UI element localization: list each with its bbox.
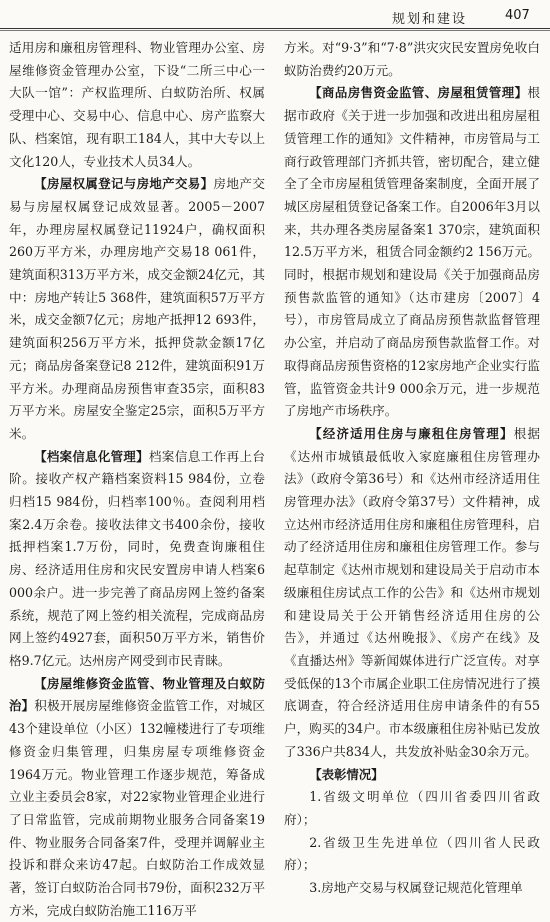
page-number: 407 [505, 8, 530, 23]
paragraph-continued: 适用房和廉租房管理科、物业管理办公室、房屋维修资金管理办公室，下设“二所三中心一大队一馆”：产权监理所、白蚁防治所、权属受理中心、交易中心、信息中心、房产监察大队、档案馆，现有职工184人，其中大专以上文化120人，专业技术人员34人。 [9, 40, 265, 169]
section-maintenance-fund [9, 673, 265, 922]
section-heading: 【商品房售资金监管、房屋租赁管理】 [309, 85, 528, 101]
section-presale-fund-rental [284, 82, 540, 423]
section-property-registration [9, 173, 265, 445]
section-body: 档案信息工作再上台阶。接收产权产籍档案资料15 984份，立卷归档15 984份，归档率100％。查阅利用档案2.4万余卷。接收法律文书400余份，接收抵押档案1.7万份，同时，免费查询廉租住房、经济适用住房和灾民安置房申请人档案6 000余户。进一步完善了商品房网上签约备案系统，规范了网上签约相关流程，完成商品房网上签约4927套，面积50万平方米，销售价格9.7亿元。达州房产网受到市民青睐。 [9, 448, 266, 668]
section-heading: 【表彰情况】 [309, 766, 384, 782]
section-awards [284, 764, 540, 787]
section-heading: 【档案信息化管理】 [34, 448, 149, 464]
section-body: 根据市政府《关于进一步加强和改进出租房屋租赁管理工作的通知》文件精神，市房管局与工商行政管理部门齐抓共管，密切配合，建立健全了全市房屋租赁管理备案制度，全面开展了城区房屋租赁登记备案工作。自2006年3月以来，共办理各类房屋备案1 370宗，建筑面积12.5万平方米，租赁合同金额约2 156万元。同时，根据市规划和建设局《关于加强商品房预售款监管的通知》（达市建房〔2007〕4号），市房管局成立了商品房预售款监督管理办公室，并启动了商品房预售款监督工作。对取得商品房预售资格的12家房地产企业实行监管，监管资金共计9 000余万元，进一步规范了房地产市场秩序。 [284, 85, 540, 419]
header-rule [0, 28, 550, 29]
award-item: 1.省级文明单位（四川省委四川省政府）； [284, 789, 540, 827]
section-heading: 【经济适用住房与廉租住房管理】 [309, 425, 514, 441]
award-item: 2.省级卫生先进单位（四川省人民政府）； [284, 834, 540, 873]
section-affordable-housing [284, 423, 540, 764]
left-column [9, 37, 266, 918]
section-heading: 【房屋权属登记与房地产交易】 [34, 176, 214, 192]
award-item: 3.房地产交易与权属登记规范化管理单 [309, 880, 523, 896]
header-rule-thin [0, 30, 550, 31]
running-header [0, 0, 550, 30]
section-body: 房地产交易与房屋权属登记成效显著。2005－2007年，办理房屋权属登记11924户，确权面积260万平方米，办理房地产交易18 061件，建筑面积313万平方米，成交金额24亿元，其中：房地产转让5 368件，建筑面积57万平方米，成交金额7亿元；房地产抵押12 693件，建筑面积256万平方米，抵押贷款金额17亿元；商品房备案登记8 212件，建筑面积91万平方米。办理商品房预售审查35宗，面积83万平方米。房屋安全鉴定25宗，面积5万平方米。 [9, 176, 266, 441]
section-body: 积极开展房屋维修资金监管工作，对城区43个建设单位（小区）132幢楼进行了专项维修资金归集管理，归集房屋专项维修资金1964万元。物业管理工作逐步规范，筹备成立业主委员会8家，对22家物业管理企业进行了日常监管，完成前期物业服务合同备案19件、物业服务合同备案7件，受理并调解业主投诉和群众来访47起。白蚁防治工作成效显著，签订白蚁防治合同书79份，面积232万平方米，完成白蚁防治施工116万平 [9, 698, 266, 918]
section-archive-informatization [9, 446, 265, 673]
section-title: 规划和建设 [392, 12, 468, 27]
paragraph-continued: 方米。对“9·3”和“7·8”洪灾灾民安置房免收白蚁防治费约20万元。 [284, 40, 540, 78]
section-heading: 【房屋维修资金监管、物业管理及白蚁防治】 [9, 675, 265, 714]
section-body: 根据《达州市城镇最低收入家庭廉租住房管理办法》（政府令第36号）和《达州市经济适用住房管理办法》（政府令第37号）文件精神，成立达州市经济适用住房和廉租住房管理科，启动了经济适用住房和廉租住房管理工作。参与起草制定《达州市规划和建设局关于启动市本级廉租住房试点工作的公告》和《达州市规划和建设局关于公开销售经济适用住房的公告》，并通过《达州晚报》、《房产在线》及《直播达州》等新闻媒体进行广泛宣传。对享受低保的13个市属企业职工住房情况进行了摸底调查，符合经济适用住房申请条件的有55户，购买的34户。市本级廉租住房补贴已发放了336户共834人，共发放补贴金30余万元。 [284, 425, 541, 759]
right-column [284, 37, 541, 896]
